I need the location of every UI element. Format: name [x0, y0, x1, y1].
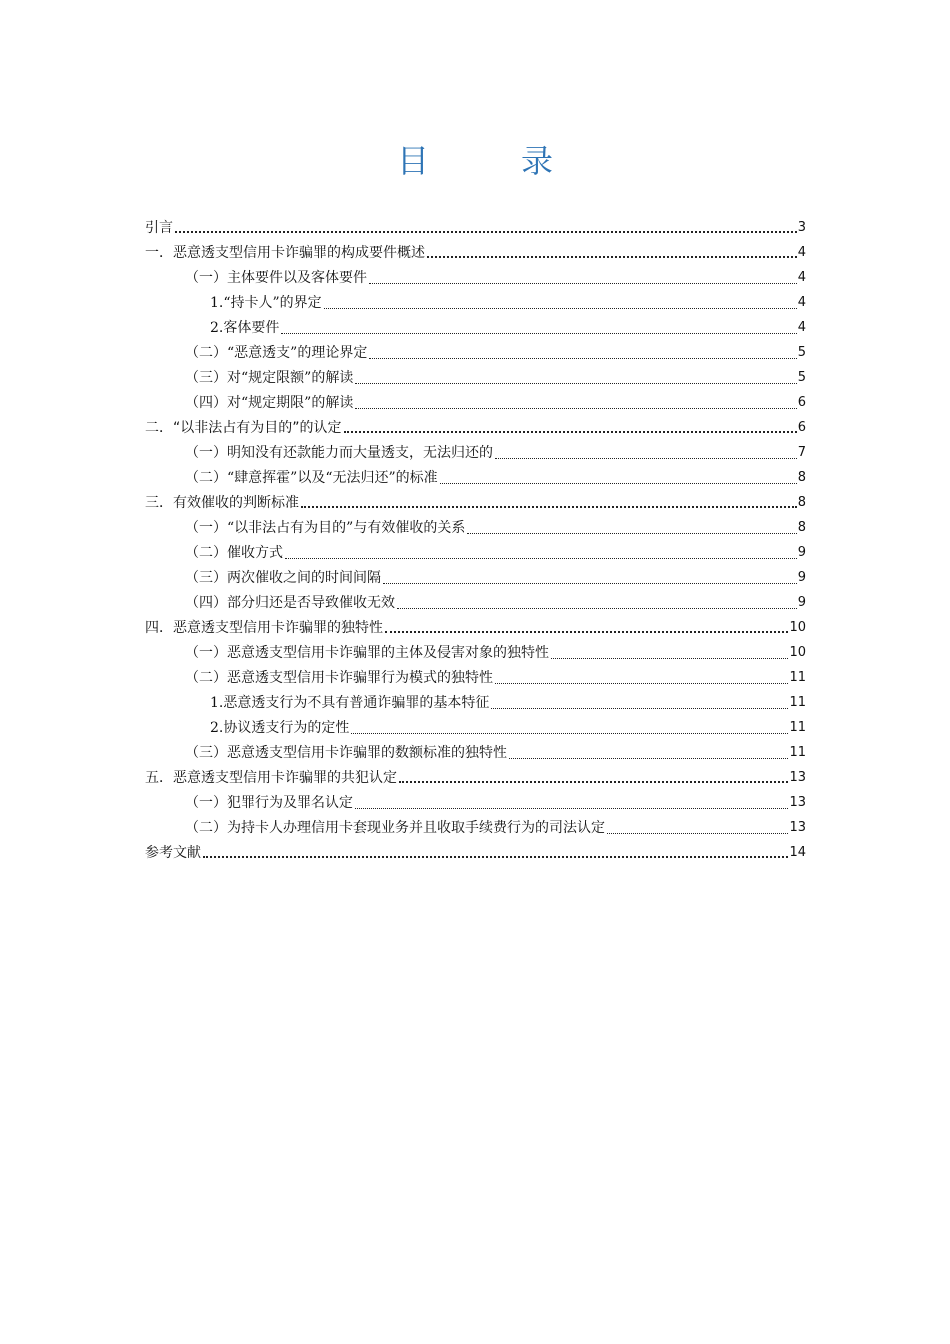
toc-page-number: 4	[797, 320, 806, 335]
toc-entry[interactable]	[145, 263, 806, 288]
toc-page-number: 7	[797, 445, 806, 460]
toc-dot-leader	[385, 631, 788, 633]
toc-page-number: 4	[797, 270, 806, 285]
toc-page-number: 10	[789, 645, 806, 660]
toc-entry[interactable]	[145, 338, 806, 363]
toc-dot-leader	[399, 781, 788, 783]
toc-entry-title: 引言	[145, 220, 173, 236]
toc-dot-leader	[509, 758, 788, 759]
toc-dot-leader	[285, 558, 797, 559]
toc-entry-title: （二）“肆意挥霍”以及“无法归还”的标准	[185, 470, 438, 486]
toc-dot-leader	[355, 383, 796, 384]
toc-entry[interactable]	[145, 413, 806, 438]
toc-entry-title: （四）对“规定期限”的解读	[185, 395, 354, 411]
toc-page-number: 8	[797, 520, 806, 535]
toc-dot-leader	[551, 658, 788, 659]
toc-entry[interactable]	[145, 613, 806, 638]
toc-dot-leader	[467, 533, 796, 534]
toc-page-number: 6	[797, 420, 806, 435]
toc-entry[interactable]	[145, 438, 806, 463]
toc-dot-leader	[491, 708, 788, 709]
toc-dot-leader	[355, 808, 788, 809]
toc-entry[interactable]	[145, 788, 806, 813]
toc-entry-title: 1.“持卡人”的界定	[210, 295, 322, 311]
toc-dot-leader	[351, 733, 788, 734]
toc-entry[interactable]	[145, 288, 806, 313]
toc-page-number: 9	[797, 570, 806, 585]
toc-entry[interactable]	[145, 713, 806, 738]
toc-entry-title: （二）恶意透支型信用卡诈骗罪行为模式的独特性	[185, 670, 493, 686]
toc-dot-leader	[324, 308, 797, 309]
toc-entry[interactable]	[145, 313, 806, 338]
toc-entry[interactable]	[145, 563, 806, 588]
toc-page-number: 11	[789, 745, 806, 760]
toc-entry[interactable]	[145, 763, 806, 788]
toc-dot-leader	[397, 608, 797, 609]
toc-entry-title: （四）部分归还是否导致催收无效	[185, 595, 395, 611]
toc-entry[interactable]	[145, 488, 806, 513]
toc-dot-leader	[175, 231, 797, 233]
toc-entry[interactable]	[145, 688, 806, 713]
toc-dot-leader	[203, 856, 788, 858]
toc-entry-title: 五．恶意透支型信用卡诈骗罪的共犯认定	[145, 770, 397, 786]
toc-dot-leader	[427, 256, 797, 258]
toc-entry-title: 2.客体要件	[210, 320, 280, 336]
toc-dot-leader	[383, 583, 797, 584]
toc-page-number: 11	[789, 670, 806, 685]
toc-entry[interactable]	[145, 363, 806, 388]
toc-entry[interactable]	[145, 813, 806, 838]
toc-page-number: 11	[789, 695, 806, 710]
toc-entry[interactable]	[145, 588, 806, 613]
toc-page-number: 4	[797, 295, 806, 310]
toc-entry-title: （三）对“规定限额”的解读	[185, 370, 354, 386]
page-title: 目 录	[396, 142, 583, 180]
toc-page-number: 11	[789, 720, 806, 735]
toc-entry[interactable]	[145, 838, 806, 863]
toc-dot-leader	[344, 431, 797, 433]
toc-dot-leader	[495, 683, 788, 684]
toc-dot-leader	[369, 283, 797, 284]
toc-entry-title: （一）明知没有还款能力而大量透支，无法归还的	[185, 445, 493, 461]
toc-entry[interactable]	[145, 513, 806, 538]
toc-entry[interactable]	[145, 463, 806, 488]
toc-page-number: 5	[797, 345, 806, 360]
toc-entry-title: （一）犯罪行为及罪名认定	[185, 795, 353, 811]
toc-dot-leader	[281, 333, 796, 334]
toc-dot-leader	[440, 483, 797, 484]
toc-entry-title: 参考文献	[145, 845, 201, 861]
toc-entry-title: 一．恶意透支型信用卡诈骗罪的构成要件概述	[145, 245, 425, 261]
toc-entry[interactable]	[145, 238, 806, 263]
toc-entry-title: （二）“恶意透支”的理论界定	[185, 345, 368, 361]
toc-page-number: 9	[797, 545, 806, 560]
toc-entry-title: 二．“以非法占有为目的”的认定	[145, 420, 342, 436]
toc-page-number: 6	[797, 395, 806, 410]
toc-entry-title: （一）恶意透支型信用卡诈骗罪的主体及侵害对象的独特性	[185, 645, 549, 661]
toc-entry-title: （二）催收方式	[185, 545, 283, 561]
toc-entry[interactable]	[145, 538, 806, 563]
toc-entry[interactable]	[145, 638, 806, 663]
toc-entry-title: 2.协议透支行为的定性	[210, 720, 350, 736]
toc-page-number: 13	[789, 820, 806, 835]
toc-entry[interactable]	[145, 388, 806, 413]
toc-entry-title: （三）恶意透支型信用卡诈骗罪的数额标准的独特性	[185, 745, 507, 761]
toc-page-number: 14	[789, 845, 806, 860]
toc-page-number: 5	[797, 370, 806, 385]
toc-page-number: 10	[789, 620, 806, 635]
toc-dot-leader	[355, 408, 796, 409]
toc-entry-title: 1.恶意透支行为不具有普通诈骗罪的基本特征	[210, 695, 490, 711]
toc-entry-title: （三）两次催收之间的时间间隔	[185, 570, 381, 586]
toc-dot-leader	[495, 458, 797, 459]
toc-page-number: 3	[797, 220, 806, 235]
toc-entry-title: （一）“以非法占有为目的”与有效催收的关系	[185, 520, 466, 536]
toc-entry[interactable]	[145, 738, 806, 763]
toc-dot-leader	[301, 506, 797, 508]
toc-page-number: 8	[797, 495, 806, 510]
toc-entry[interactable]	[145, 663, 806, 688]
toc-dot-leader	[607, 833, 788, 834]
toc-entry[interactable]	[145, 213, 806, 238]
toc-page-number: 8	[797, 470, 806, 485]
toc-page-number: 13	[789, 770, 806, 785]
toc-page-number: 9	[797, 595, 806, 610]
toc-entry-title: 三．有效催收的判断标准	[145, 495, 299, 511]
toc-page-number: 4	[797, 245, 806, 260]
toc-entry-title: （一）主体要件以及客体要件	[185, 270, 367, 286]
toc-page-number: 13	[789, 795, 806, 810]
table-of-contents	[145, 213, 806, 863]
toc-entry-title: （二）为持卡人办理信用卡套现业务并且收取手续费行为的司法认定	[185, 820, 605, 836]
toc-dot-leader	[369, 358, 796, 359]
toc-entry-title: 四．恶意透支型信用卡诈骗罪的独特性	[145, 620, 383, 636]
